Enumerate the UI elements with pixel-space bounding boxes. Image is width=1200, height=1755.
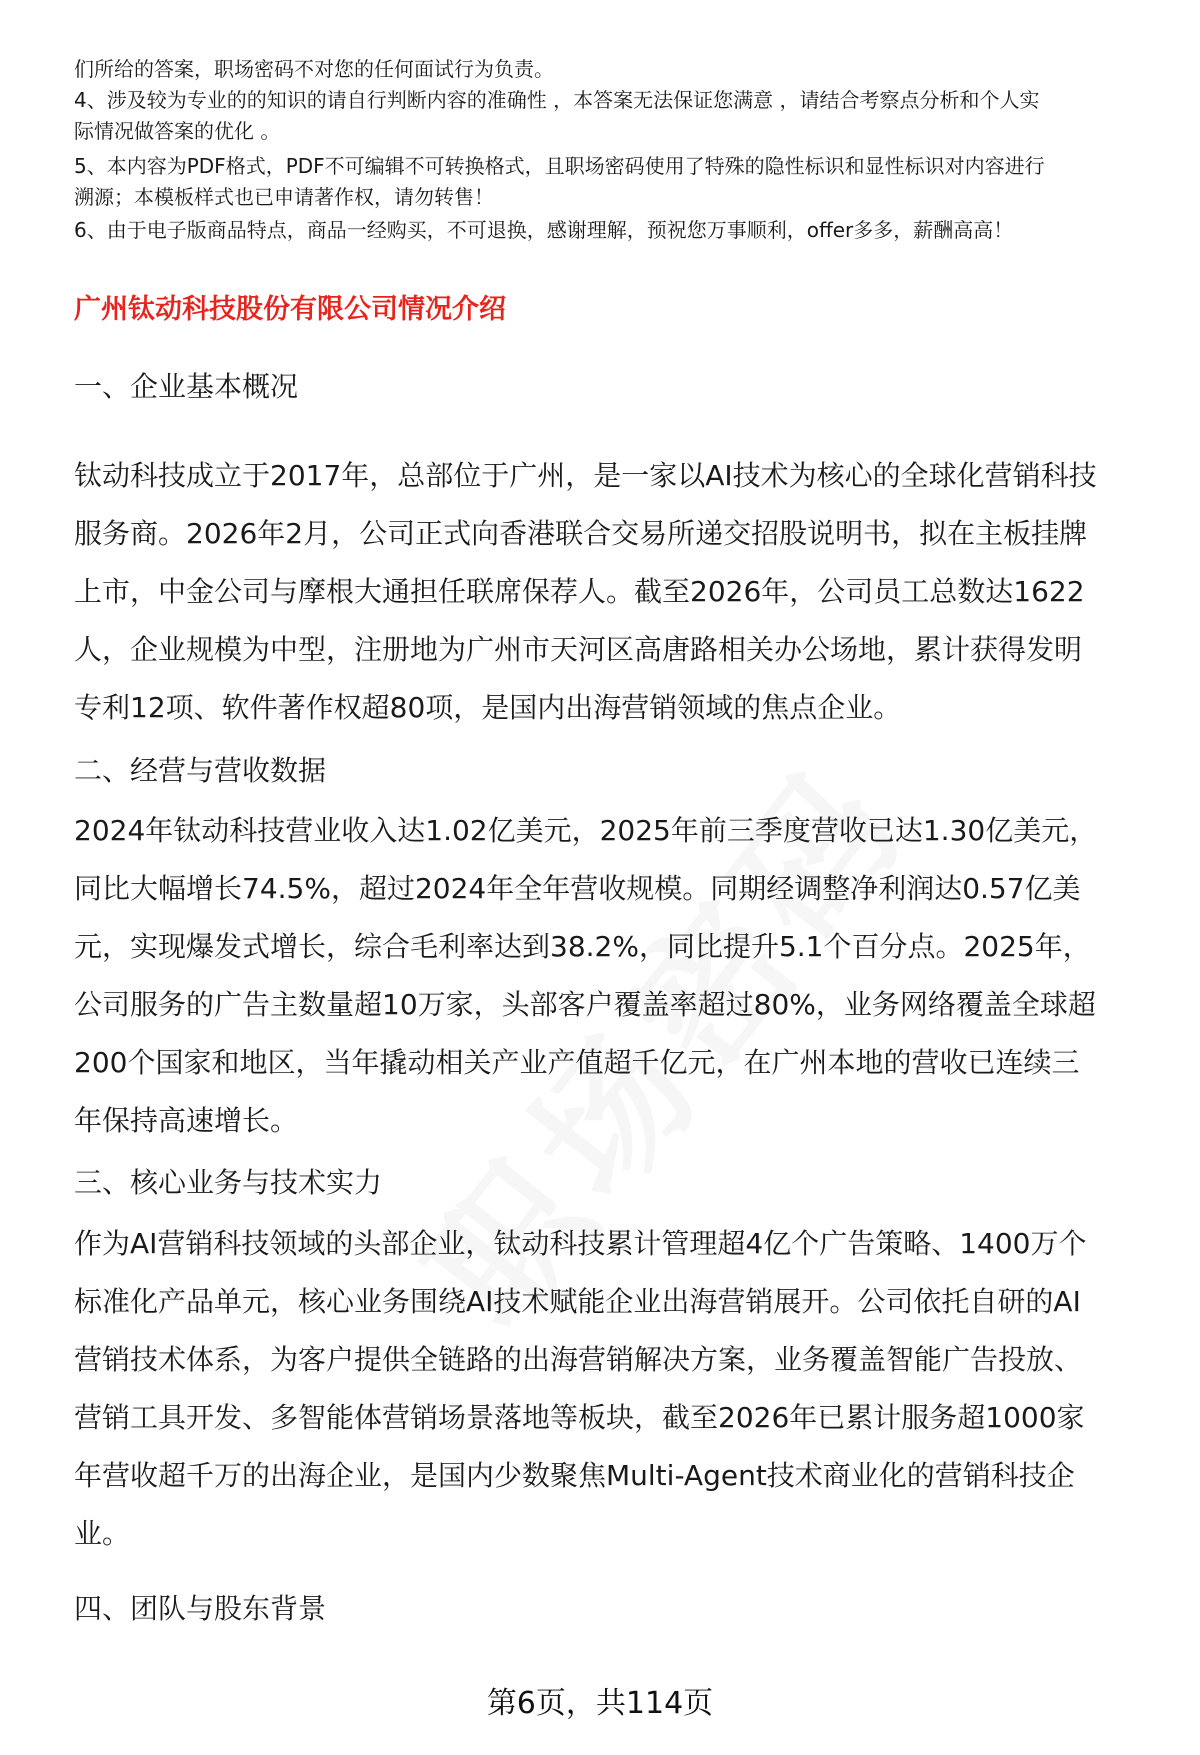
document-title: 广州钛动科技股份有限公司情况介绍 bbox=[74, 294, 506, 325]
section-heading: 二、经营与营收数据 bbox=[74, 754, 327, 787]
paragraph-line: 年营收超千万的出海企业，是国内少数聚焦Multi-Agent技术商业化的营销科技企 bbox=[74, 1459, 1075, 1492]
paragraph-line: 年保持高速增长。 bbox=[74, 1104, 299, 1137]
paragraph-line: 同比大幅增长74.5%，超过2024年全年营收规模。同期经调整净利润达0.57亿美 bbox=[74, 872, 1081, 905]
paragraph-line: 人，企业规模为中型，注册地为广州市天河区高唐路相关办公场地，累计获得发明 bbox=[74, 633, 1083, 666]
paragraph-line: 200个国家和地区，当年撬动相关产业产值超千亿元，在广州本地的营收已连续三 bbox=[74, 1046, 1080, 1079]
paragraph-line: 作为AI营销科技领域的头部企业，钛动科技累计管理超4亿个广告策略、1400万个 bbox=[74, 1227, 1087, 1260]
section-heading: 一、企业基本概况 bbox=[74, 370, 299, 403]
notice-line: 溯源；本模板样式也已申请著作权，请勿转售！ bbox=[74, 185, 494, 209]
paragraph-line: 营销技术体系，为客户提供全链路的出海营销解决方案，业务覆盖智能广告投放、 bbox=[74, 1343, 1083, 1376]
paragraph-line: 专利12项、软件著作权超80项，是国内出海营销领域的焦点企业。 bbox=[74, 691, 902, 724]
section-heading: 四、团队与股东背景 bbox=[74, 1592, 327, 1625]
paragraph-line: 服务商。2026年2月，公司正式向香港联合交易所递交招股说明书，拟在主板挂牌 bbox=[74, 517, 1088, 550]
notice-line: 们所给的答案，职场密码不对您的任何面试行为负责。 bbox=[74, 57, 554, 81]
page-number: 第6页，共114页 bbox=[486, 1686, 714, 1721]
paragraph-line: 元，实现爆发式增长，综合毛利率达到38.2%，同比提升5.1个百分点。2025年， bbox=[74, 930, 1091, 963]
notice-line: 际情况做答案的优化 。 bbox=[74, 119, 281, 143]
section-heading: 三、核心业务与技术实力 bbox=[74, 1166, 383, 1199]
paragraph-line: 钛动科技成立于2017年，总部位于广州，是一家以AI技术为核心的全球化营销科技 bbox=[74, 459, 1097, 492]
notice-line: 6、由于电子版商品特点，商品一经购买，不可退换，感谢理解，预祝您万事顺利，offer多多，薪酬高高！ bbox=[74, 218, 1014, 242]
paragraph-line: 标准化产品单元，核心业务围绕AI技术赋能企业出海营销展开。公司依托自研的AI bbox=[74, 1285, 1081, 1318]
notice-line: 5、本内容为PDF格式，PDF不可编辑不可转换格式，且职场密码使用了特殊的隐性标识和显性标识对内容进行 bbox=[74, 154, 1045, 178]
paragraph-line: 公司服务的广告主数量超10万家，头部客户覆盖率超过80%，业务网络覆盖全球超 bbox=[74, 988, 1096, 1021]
paragraph-line: 营销工具开发、多智能体营销场景落地等板块，截至2026年已累计服务超1000家 bbox=[74, 1401, 1085, 1434]
notice-line: 4、涉及较为专业的的知识的请自行判断内容的准确性 ，本答案无法保证您满意 ，请结合考察点分析和个人实 bbox=[74, 88, 1040, 112]
paragraph-line: 业。 bbox=[74, 1517, 131, 1550]
paragraph-line: 2024年钛动科技营业收入达1.02亿美元，2025年前三季度营收已达1.30亿美元， bbox=[74, 814, 1098, 847]
paragraph-line: 上市，中金公司与摩根大通担任联席保荐人。截至2026年，公司员工总数达1622 bbox=[74, 575, 1085, 608]
